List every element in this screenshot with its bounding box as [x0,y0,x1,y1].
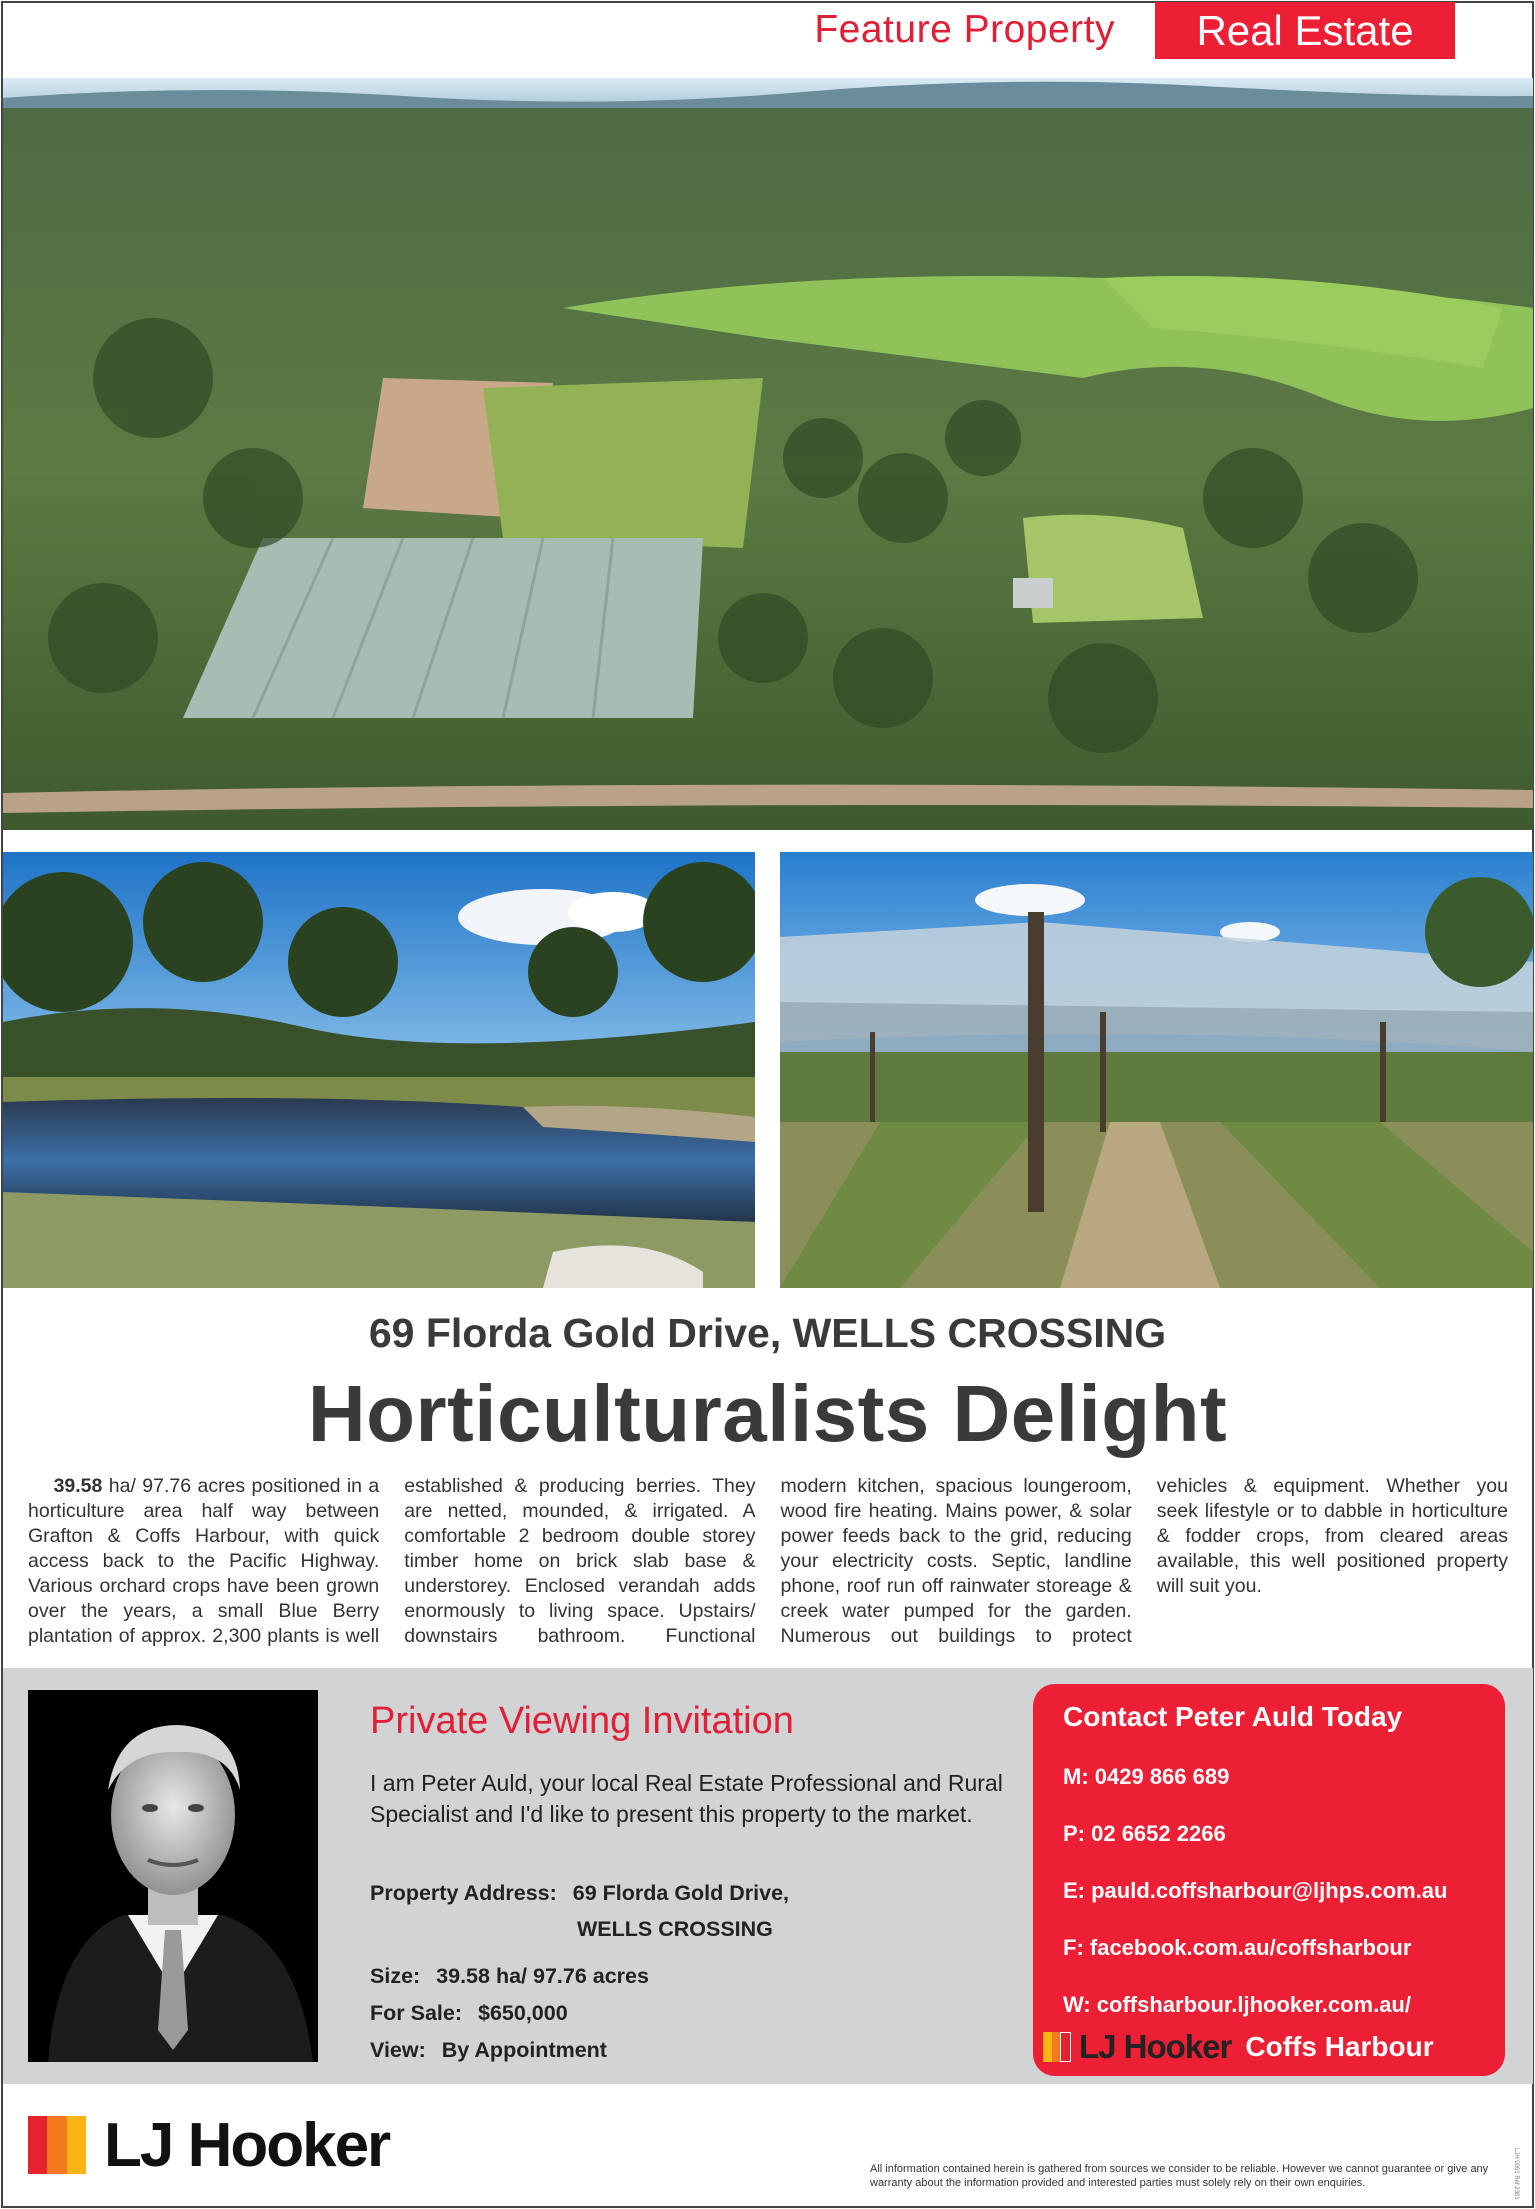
ad-reference-code: LJH 0001 Ref 2301 [1513,2148,1519,2200]
dam-photo [3,852,755,1288]
land-size-lead: 39.58 [53,1475,103,1497]
phone-number[interactable]: P: 02 6652 2266 [1063,1821,1226,1846]
listing-headline: Horticulturalists Delight [307,1369,1228,1458]
hero-aerial-photo [3,78,1533,830]
listing-description [28,1474,1508,1654]
facebook-link[interactable]: F: facebook.com.au/coffsharbour [1063,1935,1412,1960]
real-estate-tab: Real Estate [1155,2,1455,59]
blueberry-netting-photo [780,852,1533,1288]
view-row [370,2038,607,2063]
disclaimer-text: All information contained herein is gathered from sources we consider to be reliable. However we cannot guarantee or give any warranty about the information provided and interested parties must solely rely on their own enquiries. [870,2163,1489,2189]
property-address-heading: 69 Florda Gold Drive, WELLS CROSSING [368,1310,1167,1356]
price-label: For Sale: [370,2001,462,2025]
agent-portrait [28,1690,318,2062]
lj-hooker-logo-icon [1043,2032,1071,2062]
contact-title: Contact Peter Auld Today [1063,1701,1403,1732]
view-label: View: [370,2038,426,2062]
lj-hooker-logo-icon [28,2116,86,2174]
mobile-number[interactable]: M: 0429 866 689 [1063,1764,1230,1789]
private-viewing-title: Private Viewing Invitation [370,1700,794,1742]
header [0,0,1535,60]
feature-property-label: Feature Property [814,8,1115,51]
office-name: Coffs Harbour [1245,2031,1434,2062]
footer-brand-text: LJ Hooker [104,2110,390,2180]
logo-brand-text: LJ Hooker [1079,2028,1232,2065]
size-row [370,1964,649,1989]
property-address-label: Property Address: [370,1881,557,1905]
property-address-value: 69 Florda Gold Drive, [572,1881,790,1905]
office-logo [1043,2029,1434,2065]
size-value: 39.58 ha/ 97.76 acres [436,1964,649,1988]
property-address-row [370,1881,789,1906]
size-label: Size: [370,1964,421,1988]
price-row [370,2001,568,2026]
view-value: By Appointment [441,2038,607,2062]
description-text: ha/ 97.76 acres positioned in a horticulture area half way between Grafton & Coffs Harbour, with quick access back to the Pacific Highway. Various orchard crops have been grown over the years, a small Blue Berry plantation of approx. 2,300 plants is well established & producing berries. They are netted, mounded, & irrigated. A comfortable 2 bedroom double storey timber home on brick slab base & understorey. Enclosed verandah adds enormously to living space. Upstairs/ downstairs bathroom. Functional modern kitchen, spacious loungeroom, wood fire heating. Mains power, & solar power feeds back to the grid, reducing your electricity costs. Septic, landline phone, roof run off rainwater storeage & creek water pumped for the garden. Numerous out buildings to protect vehicles & equipment. Whether you seek lifestyle or to dabble in horticulture & fodder crops, from cleared areas available, this well positioned property will suit you. [28,1475,1508,1647]
contact-box [1033,1684,1505,2076]
price-value: $650,000 [477,2001,568,2025]
footer-logo [28,2110,389,2180]
website-link[interactable]: W: coffsharbour.ljhooker.com.au/ [1063,1992,1411,2017]
email-link[interactable]: E: pauld.coffsharbour@ljhps.com.au [1063,1878,1448,1903]
property-address-suburb: WELLS CROSSING [577,1917,773,1941]
agent-intro-text: I am Peter Auld, your local Real Estate Professional and Rural Specialist and I'd like to present this property to the market. [370,1770,1003,1827]
